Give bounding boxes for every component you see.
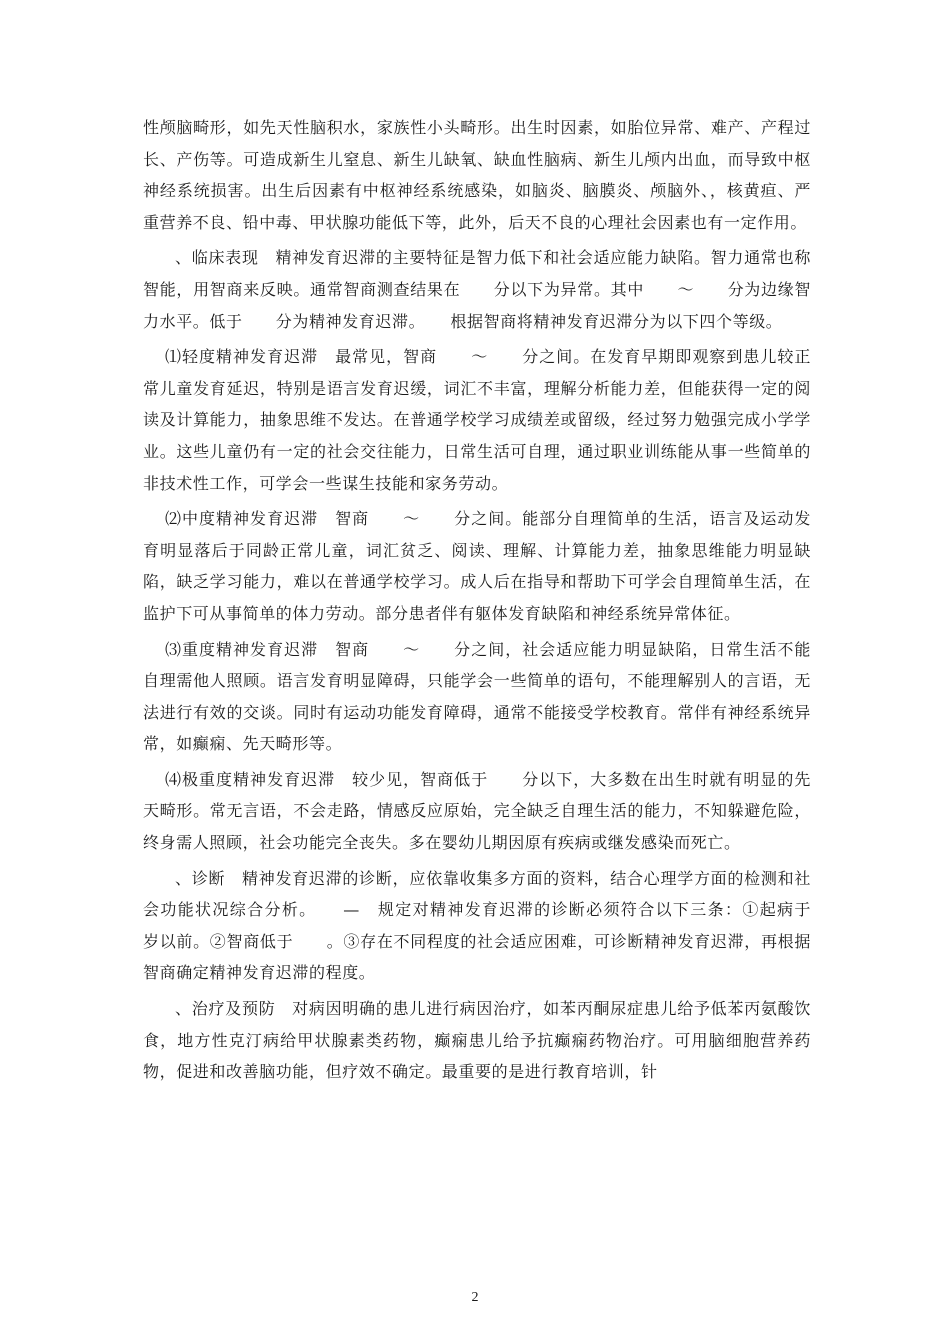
body-text (143, 112, 845, 1092)
paragraph-clinical-manifestations: 、临床表现 精神发育迟滞的主要特征是智力低下和社会适应能力缺陷。智力通常也称智能，用智商来反映。通常智商测查结果在 分以下为异常。其中 ～ 分为边缘智力水平。低于 分为精神发育迟滞。 根据智商将精神发育迟滞分为以下四个等级。 (143, 248, 811, 331)
page-number: 2 (471, 1290, 479, 1305)
paragraph-moderate-retardation: ⑵中度精神发育迟滞 智商 ～ 分之间。能部分自理简单的生活，语言及运动发育明显落后于同龄正常儿童，词汇贫乏、阅读、理解、计算能力差，抽象思维能力明显缺陷，缺乏学习能力，难以在普通学校学习。成人后在指导和帮助下可学会自理简单生活，在监护下可从事简单的体力劳动。部分患者伴有躯体发育缺陷和神经系统异常体征。 (143, 509, 811, 623)
paragraph-treatment-prevention: 、治疗及预防 对病因明确的患儿进行病因治疗，如苯丙酮尿症患儿给予低苯丙氨酸饮食，地方性克汀病给甲状腺素类药物，癫痫患儿给予抗癫痫药物治疗。可用脑细胞营养药物，促进和改善脑功能，但疗效不确定。最重要的是进行教育培训，针 (143, 999, 811, 1082)
paragraph-mild-retardation: ⑴轻度精神发育迟滞 最常见，智商 ～ 分之间。在发育早期即观察到患儿较正常儿童发育延迟，特别是语言发育迟缓，词汇不丰富，理解分析能力差，但能获得一定的阅读及计算能力，抽象思维不发达。在普通学校学习成绩差或留级，经过努力勉强完成小学学业。这些儿童仍有一定的社会交往能力，日常生活可自理，通过职业训练能从事一些简单的非技术性工作，可学会一些谋生技能和家务劳动。 (143, 347, 811, 493)
paragraph-profound-retardation: ⑷极重度精神发育迟滞 较少见，智商低于 分以下，大多数在出生时就有明显的先天畸形。常无言语，不会走路，情感反应原始，完全缺乏自理生活的能力，不知躲避危险，终身需人照顾，社会功能完全丧失。多在婴幼儿期因原有疾病或继发感染而死亡。 (143, 769, 811, 853)
paragraph-etiology-continued: 性颅脑畸形，如先天性脑积水，家族性小头畸形。出生时因素，如胎位异常、难产、产程过长、产伤等。可造成新生儿窒息、新生儿缺氧、缺血性脑病、新生儿颅内出血，而导致中枢神经系统损害。出生后因素有中枢神经系统感染，如脑炎、脑膜炎、颅脑外、，核黄疸、严重营养不良、铅中毒、甲状腺功能低下等，此外，后天不良的心理社会因素也有一定作用。 (143, 118, 811, 232)
paragraph-severe-retardation: ⑶重度精神发育迟滞 智商 ～ 分之间，社会适应能力明显缺陷，日常生活不能自理需他人照顾。语言发育明显障碍，只能学会一些简单的语句，不能理解别人的言语，无法进行有效的交谈。同时有运动功能发育障碍，通常不能接受学校教育。常伴有神经系统异常，如癫痫、先天畸形等。 (143, 639, 811, 754)
paragraph-diagnosis: 、诊断 精神发育迟滞的诊断，应依靠收集多方面的资料，结合心理学方面的检测和社会功能状况综合分析。 — 规定对精神发育迟滞的诊断必须符合以下三条：①起病于 岁以前。②智商低于 。③存在不同程度的社会适应困难，可诊断精神发育迟滞，再根据智商确定精神发育迟滞的程度。 (143, 868, 845, 983)
